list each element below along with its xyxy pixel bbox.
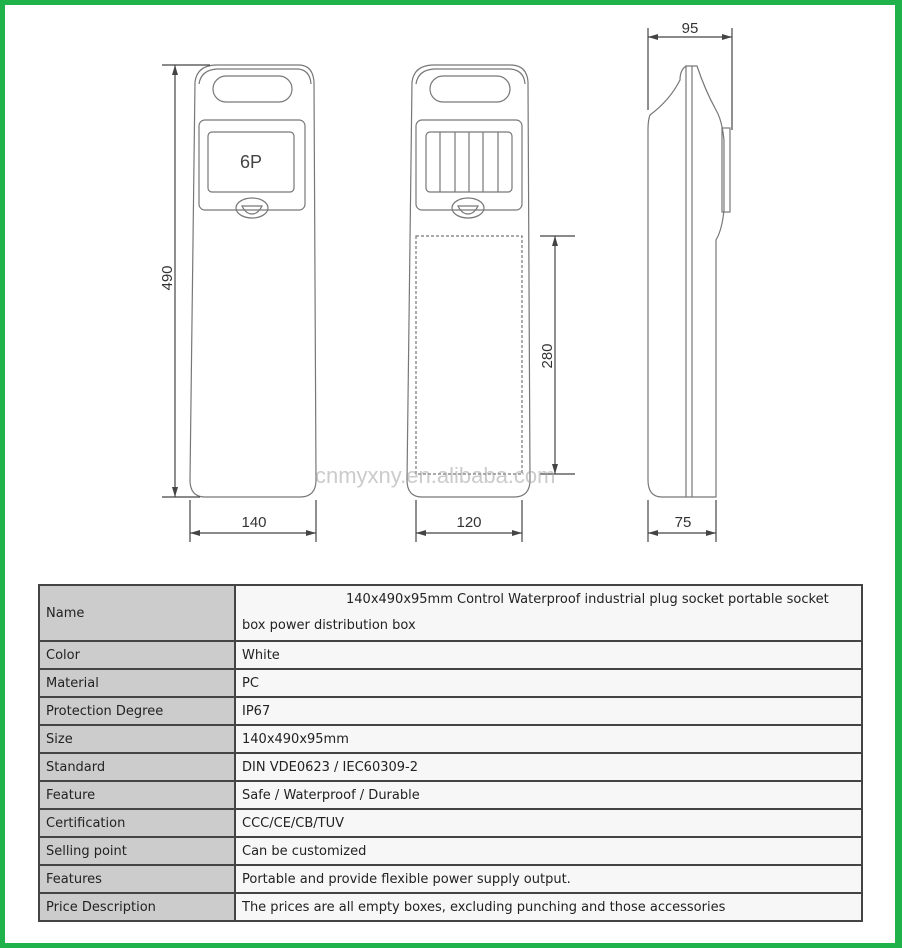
table-row [39,893,862,921]
table-row [39,753,862,781]
spec-value: 140x490x95mm [235,725,862,753]
table-row [39,697,862,725]
table-row [39,865,862,893]
table-row [39,669,862,697]
table-row [39,837,862,865]
spec-value: White [235,641,862,669]
page-content [5,5,895,943]
table-row [39,781,862,809]
side-view [648,20,732,542]
front-label: 6P [239,152,263,172]
depth-top-dimension: 95 [681,20,699,37]
table-row [39,641,862,669]
spec-label: Certification [39,809,235,837]
product-name: 140x490x95mm Control Waterproof industrial plug socket portable socket box power distribution box [242,592,829,633]
table-row [39,809,862,837]
front-view [159,65,316,542]
spec-value: DIN VDE0623 / IEC60309-2 [235,753,862,781]
technical-drawing [5,5,895,580]
spec-label: Material [39,669,235,697]
spec-label: Name [39,585,235,641]
spec-label: Color [39,641,235,669]
spec-value: The prices are all empty boxes, excluding punching and those accessories [235,893,862,921]
spec-label: Feature [39,781,235,809]
spec-label: Protection Degree [39,697,235,725]
table-row [39,725,862,753]
watermark: cnmyxny.en.alibaba.com [315,463,556,488]
spec-label: Standard [39,753,235,781]
spec-table [38,584,863,922]
spec-value: CCC/CE/CB/TUV [235,809,862,837]
spec-value: Can be customized [235,837,862,865]
spec-value: IP67 [235,697,862,725]
spec-value: Portable and provide flexible power supply output. [235,865,862,893]
spec-label: Price Description [39,893,235,921]
spec-label: Features [39,865,235,893]
table-row [39,585,862,641]
spec-label: Size [39,725,235,753]
spec-label: Selling point [39,837,235,865]
spec-value: PC [235,669,862,697]
panel-height-dimension: 280 [539,343,556,369]
depth-bottom-dimension: 75 [674,514,692,531]
front-width-dimension: 140 [241,514,267,531]
spec-value [235,585,862,641]
back-width-dimension: 120 [456,514,482,531]
spec-value: Safe / Waterproof / Durable [235,781,862,809]
height-dimension: 490 [159,265,176,291]
